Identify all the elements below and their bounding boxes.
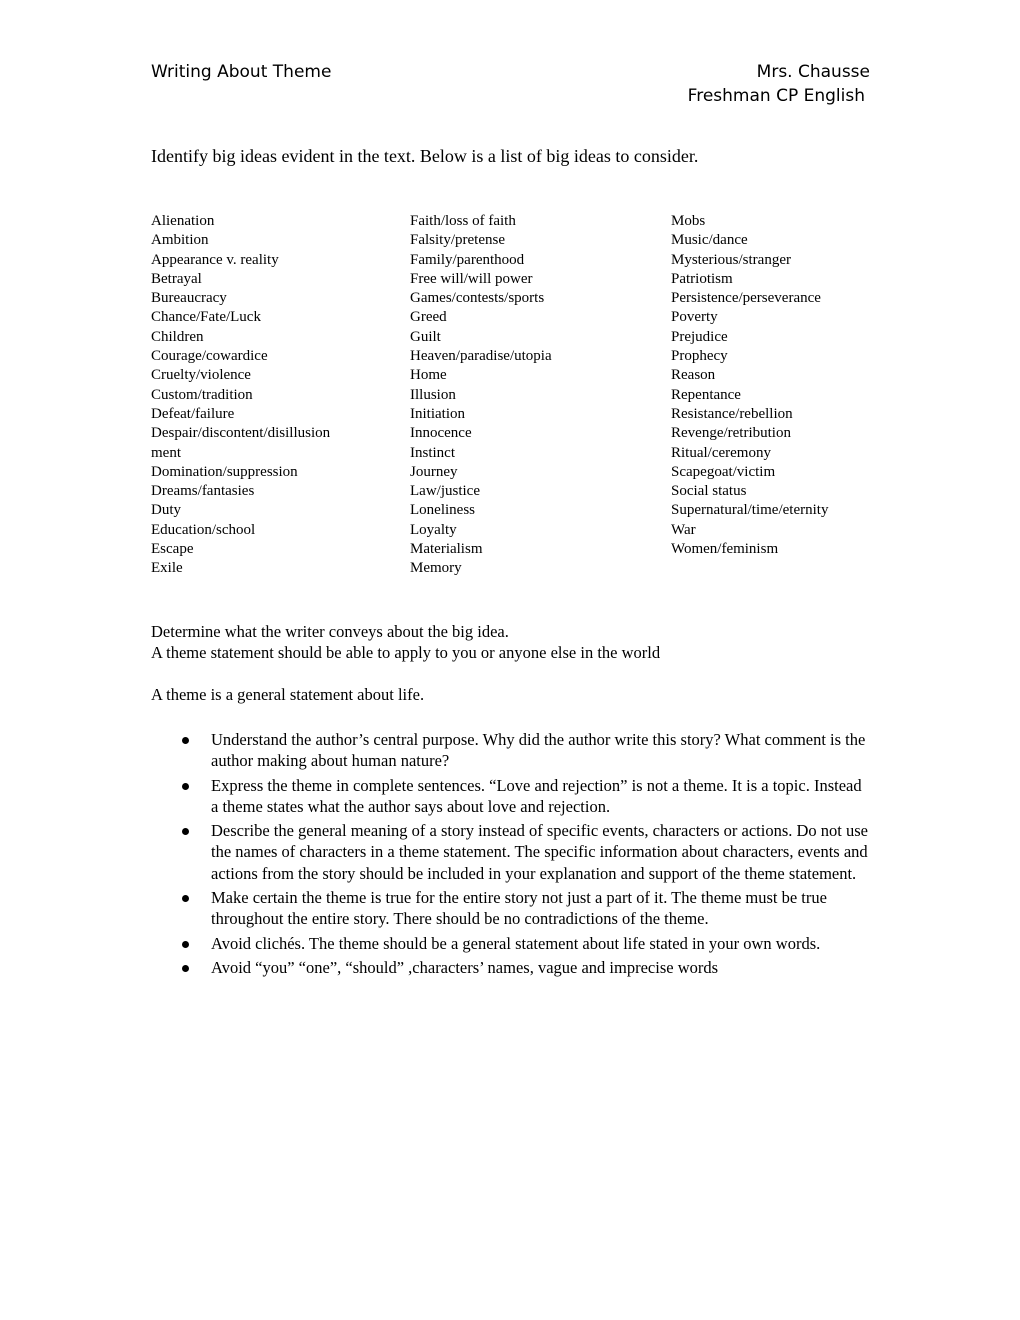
bullet-icon	[182, 737, 189, 744]
big-idea-item: Heaven/paradise/utopia	[410, 348, 552, 365]
list-item	[151, 729, 871, 772]
intro-text: Identify big ideas evident in the text. Below is a list of big ideas to consider.	[151, 146, 699, 166]
big-idea-item: Resistance/rebellion	[671, 405, 793, 422]
teacher-name: Mrs. Chausse	[756, 62, 870, 82]
big-idea-item: Family/parenthood	[410, 251, 525, 268]
big-idea-item: Reason	[671, 367, 716, 384]
big-idea-item: Poverty	[671, 309, 718, 326]
big-idea-item: Repentance	[671, 386, 741, 403]
big-idea-item: Revenge/retribution	[671, 425, 791, 442]
bullet-text: Avoid “you” “one”, “should” ,characters’ names, vague and imprecise words	[211, 957, 719, 977]
big-idea-item: Duty	[151, 502, 181, 519]
big-idea-item: Dreams/fantasies	[151, 483, 255, 500]
paragraph-apply: A theme statement should be able to apply to you or anyone else in the world	[151, 643, 661, 662]
paragraph-determine: Determine what the writer conveys about the big idea.	[151, 622, 509, 641]
big-idea-item: Despair/discontent/disillusion	[151, 425, 331, 442]
big-idea-item: Patriotism	[671, 270, 733, 287]
big-idea-item: Law/justice	[410, 483, 480, 500]
big-idea-item: Chance/Fate/Luck	[151, 309, 261, 326]
big-idea-item: Free will/will power	[410, 270, 533, 287]
big-idea-item: Prejudice	[671, 328, 728, 345]
big-idea-item: Memory	[410, 560, 462, 577]
big-idea-item: Initiation	[410, 405, 465, 422]
big-idea-item: Children	[151, 328, 204, 345]
big-idea-item: Loyalty	[410, 521, 457, 538]
big-idea-item: Supernatural/time/eternity	[671, 502, 829, 519]
big-idea-item: Prophecy	[671, 348, 728, 365]
big-idea-item: Home	[410, 367, 447, 384]
big-ideas-column-3	[671, 212, 828, 559]
big-idea-item: Custom/tradition	[151, 386, 253, 403]
big-idea-item: Bureaucracy	[151, 290, 227, 307]
big-idea-item: Greed	[410, 309, 447, 326]
bullet-icon	[182, 941, 189, 948]
paragraph-general-statement: A theme is a general statement about life.	[151, 685, 425, 704]
bullet-icon	[182, 965, 189, 972]
big-idea-item: Falsity/pretense	[410, 232, 505, 249]
big-idea-item: Courage/cowardice	[151, 348, 268, 365]
big-idea-item: ment	[151, 444, 181, 461]
bullet-text: Understand the author’s central purpose. Why did the author write this story? What comment is the author making about human nature?	[211, 730, 866, 771]
big-idea-item: Education/school	[151, 521, 256, 538]
bullet-icon	[182, 828, 189, 835]
theme-guidelines-list	[151, 729, 871, 981]
big-idea-item: Persistence/perseverance	[671, 290, 821, 307]
bullet-text: Make certain the theme is true for the entire story not just a part of it. The theme must be true throughout the entire story. There should be no contradictions of the theme.	[211, 888, 827, 929]
big-idea-item: Exile	[151, 560, 183, 577]
big-idea-item: Social status	[671, 483, 747, 500]
document-title: Writing About Theme	[151, 62, 332, 82]
big-idea-item: Innocence	[410, 425, 472, 442]
big-idea-item: Guilt	[410, 328, 441, 345]
big-idea-item: Instinct	[410, 444, 455, 461]
big-idea-item: Defeat/failure	[151, 405, 235, 422]
big-ideas-column-1	[151, 212, 330, 579]
big-idea-item: Betrayal	[151, 270, 202, 287]
big-idea-item: Journey	[410, 463, 458, 480]
bullet-icon	[182, 783, 189, 790]
big-idea-item: Ambition	[151, 232, 209, 249]
big-ideas-column-2	[410, 212, 552, 579]
list-item	[151, 887, 871, 930]
big-idea-item: Cruelty/violence	[151, 367, 251, 384]
course-name: Freshman CP English	[687, 86, 865, 106]
list-item	[151, 820, 871, 884]
bullet-icon	[182, 895, 189, 902]
big-idea-item: Mobs	[671, 213, 706, 229]
big-idea-item: Escape	[151, 541, 194, 558]
list-item	[151, 775, 871, 818]
big-idea-item: Domination/suppression	[151, 463, 298, 480]
big-idea-item: Games/contests/sports	[410, 290, 545, 307]
bullet-text: Avoid clichés. The theme should be a general statement about life stated in your own words.	[211, 933, 821, 953]
big-idea-item: Alienation	[151, 213, 215, 229]
big-idea-item: Illusion	[410, 386, 456, 403]
big-idea-item: Women/feminism	[671, 541, 779, 558]
big-idea-item: Scapegoat/victim	[671, 463, 776, 480]
big-idea-item: Ritual/ceremony	[671, 444, 771, 461]
big-idea-item: Music/dance	[671, 232, 748, 249]
big-idea-item: Mysterious/stranger	[671, 251, 791, 268]
big-idea-item: Loneliness	[410, 502, 475, 519]
big-idea-item: Materialism	[410, 541, 483, 558]
big-idea-item: War	[671, 521, 696, 538]
list-item	[151, 933, 871, 954]
bullet-text: Describe the general meaning of a story instead of specific events, characters or actions. Do not use the names of characters in a theme statement. The specific information about characters, events and actions from the story should be included in your explanation and support of the theme statement.	[211, 821, 869, 883]
big-idea-item: Faith/loss of faith	[410, 213, 516, 229]
bullet-text: Express the theme in complete sentences. “Love and rejection” is not a theme. It is a topic. Instead a theme states what the author says about love and rejection.	[211, 775, 862, 816]
list-item	[151, 957, 871, 978]
big-idea-item: Appearance v. reality	[151, 251, 279, 268]
